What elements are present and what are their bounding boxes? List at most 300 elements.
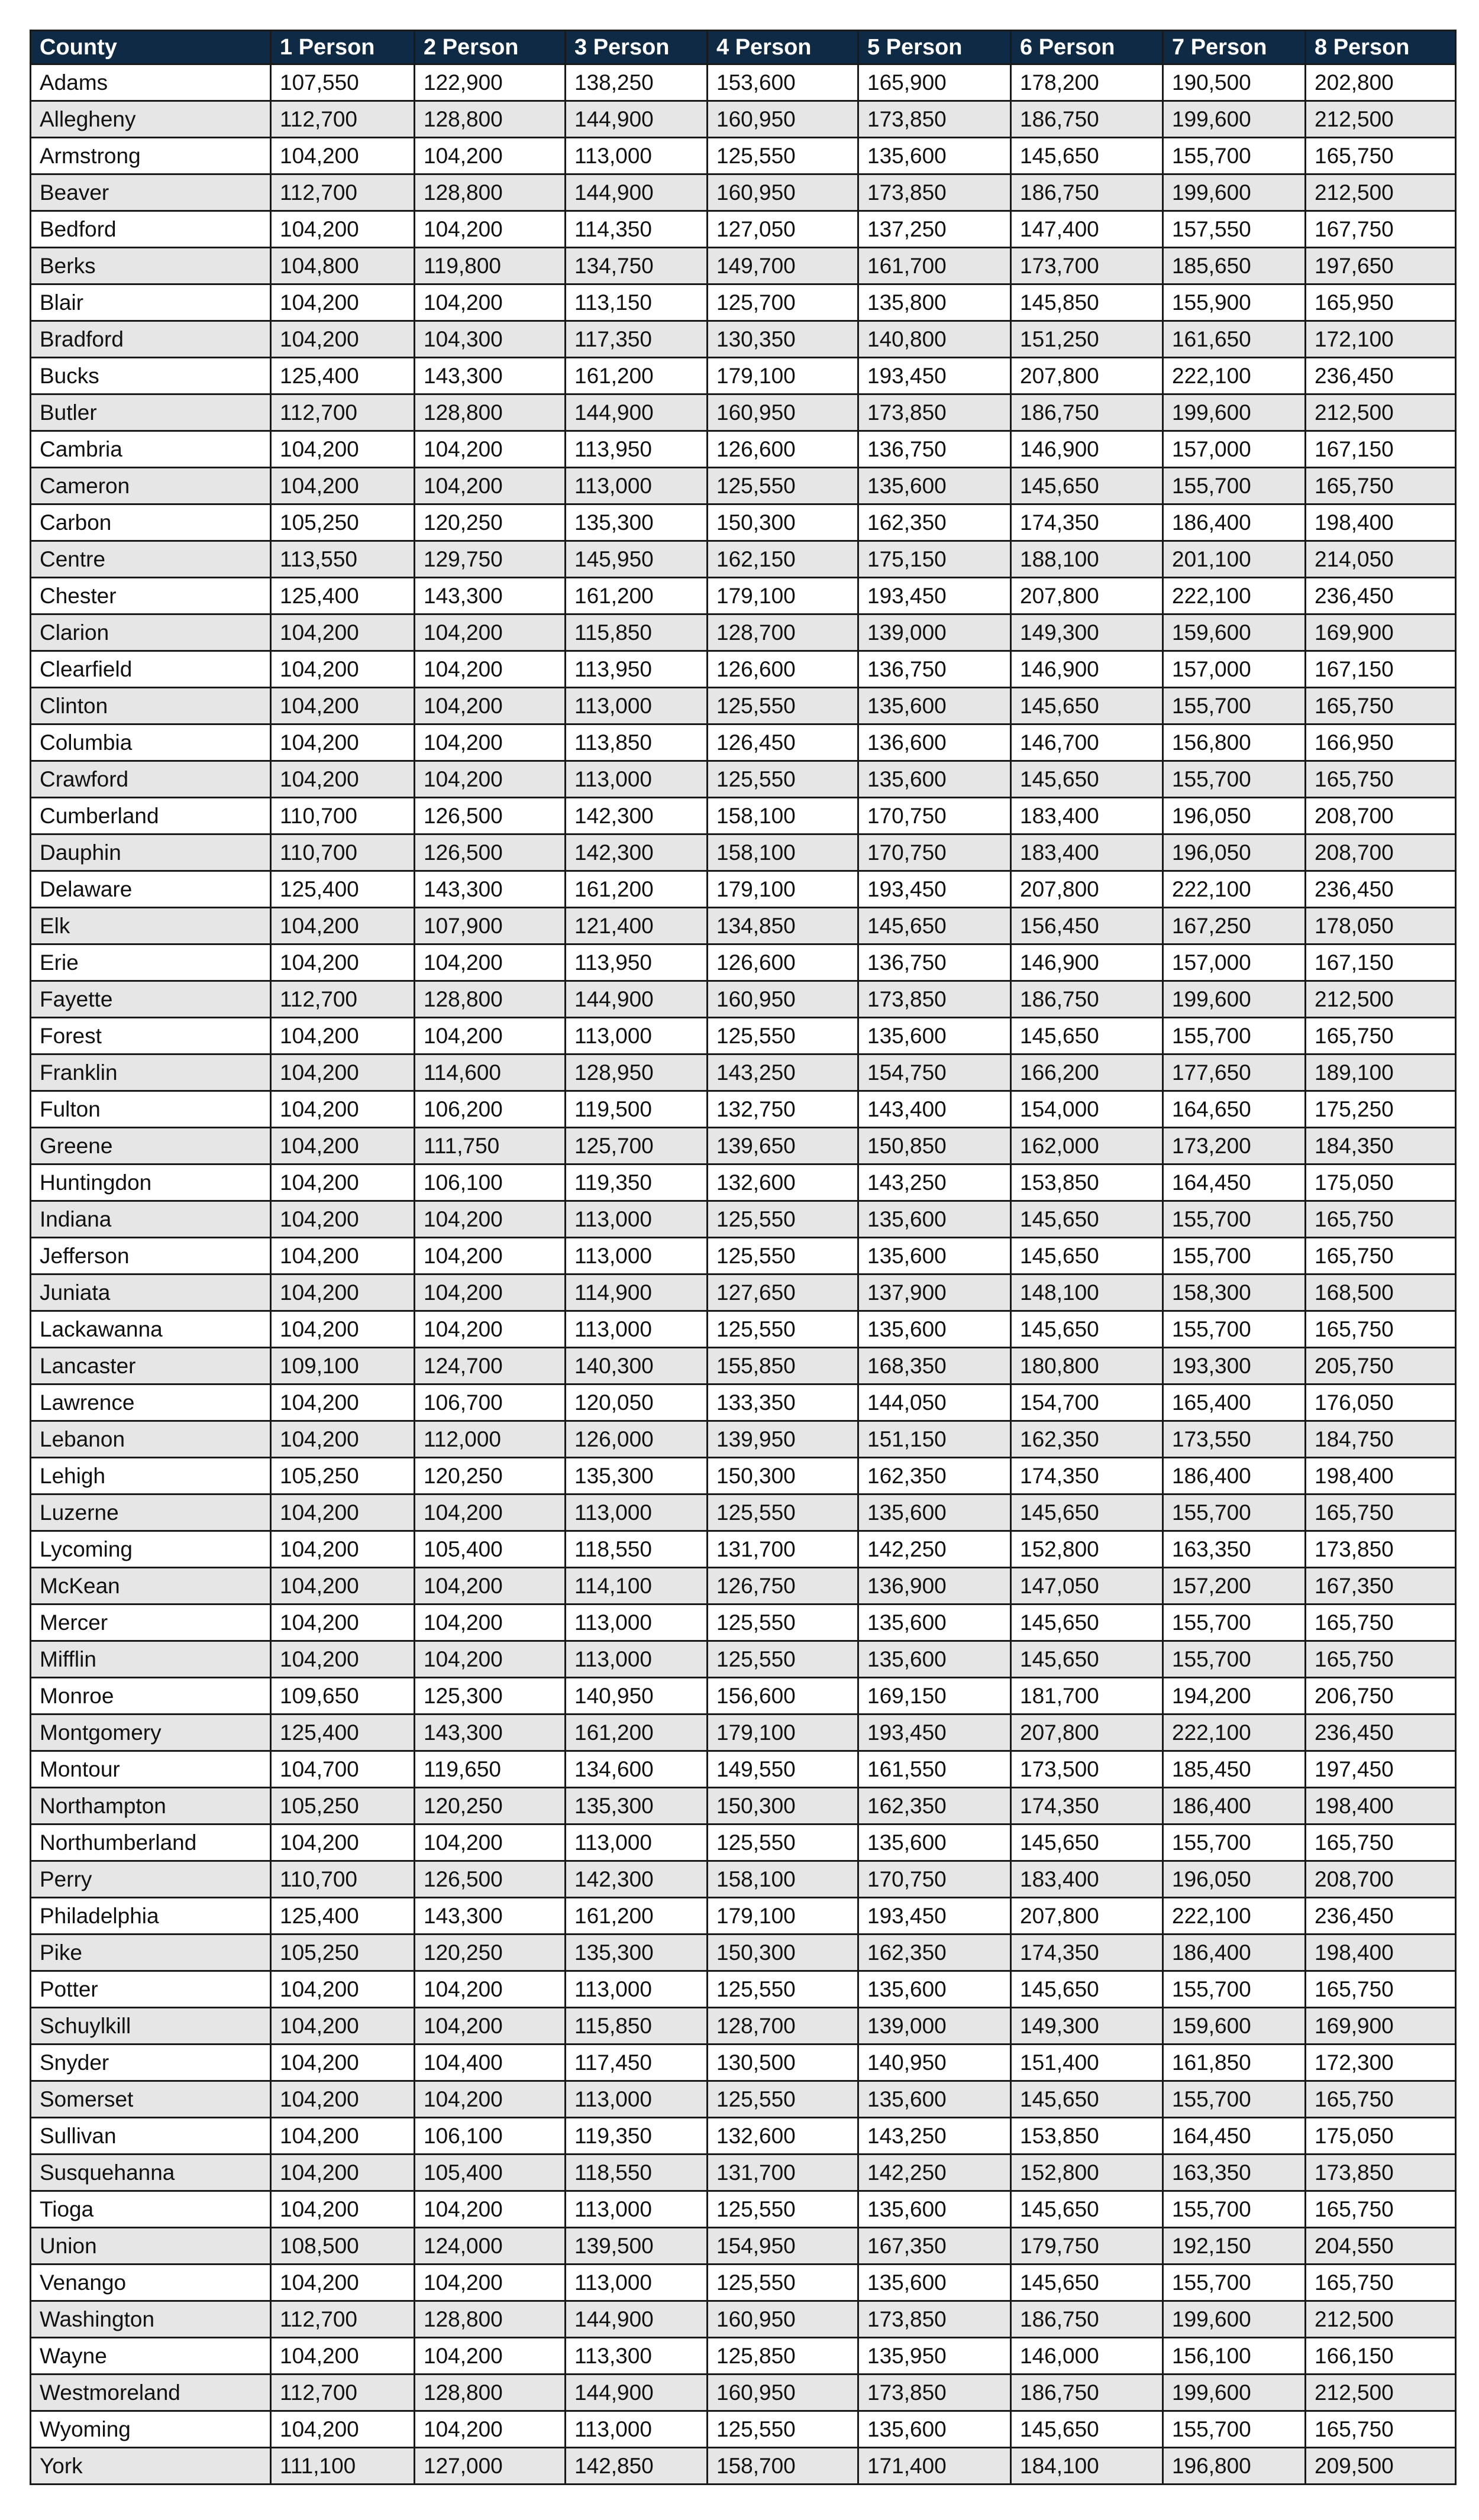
income-limit-cell: 197,450 xyxy=(1306,1751,1456,1788)
table-body xyxy=(31,64,1456,2485)
income-limit-cell: 110,700 xyxy=(271,834,415,871)
income-limit-cell: 148,100 xyxy=(1011,1274,1163,1311)
income-limit-cell: 236,450 xyxy=(1306,578,1456,614)
income-limit-cell: 113,300 xyxy=(566,2338,708,2375)
income-limit-cell: 150,300 xyxy=(708,1788,858,1825)
income-limit-cell: 125,550 xyxy=(708,1971,858,2008)
income-limit-cell: 131,700 xyxy=(708,2155,858,2191)
income-limit-cell: 104,200 xyxy=(271,2191,415,2228)
income-limit-cell: 125,550 xyxy=(708,1825,858,1861)
income-limit-cell: 126,600 xyxy=(708,944,858,981)
income-limit-cell: 214,050 xyxy=(1306,541,1456,578)
table-header xyxy=(31,31,1456,64)
income-limit-cell: 222,100 xyxy=(1163,358,1306,394)
income-limit-cell: 174,350 xyxy=(1011,504,1163,541)
income-limit-cell: 144,900 xyxy=(566,2375,708,2411)
county-name-cell: Mercer xyxy=(31,1604,271,1641)
income-limit-cell: 113,000 xyxy=(566,688,708,724)
income-limit-cell: 125,550 xyxy=(708,1238,858,1274)
income-limit-cell: 139,000 xyxy=(858,2008,1011,2045)
income-limit-cell: 104,200 xyxy=(415,1311,566,1348)
income-limit-cell: 167,350 xyxy=(1306,1568,1456,1604)
income-limit-cell: 113,950 xyxy=(566,431,708,468)
income-limit-cell: 104,200 xyxy=(415,2191,566,2228)
income-limit-cell: 155,700 xyxy=(1163,1018,1306,1054)
income-limit-cell: 196,050 xyxy=(1163,798,1306,834)
income-limit-cell: 155,700 xyxy=(1163,1494,1306,1531)
table-row xyxy=(31,358,1456,394)
income-limit-cell: 135,800 xyxy=(858,284,1011,321)
income-limit-cell: 159,600 xyxy=(1163,614,1306,651)
county-name-cell: Lawrence xyxy=(31,1384,271,1421)
income-limit-cell: 135,600 xyxy=(858,1311,1011,1348)
income-limit-cell: 146,900 xyxy=(1011,431,1163,468)
income-limit-cell: 179,100 xyxy=(708,358,858,394)
table-row xyxy=(31,394,1456,431)
income-limit-cell: 222,100 xyxy=(1163,578,1306,614)
income-limit-cell: 155,700 xyxy=(1163,761,1306,798)
income-limit-cell: 132,600 xyxy=(708,2118,858,2155)
county-name-cell: Crawford xyxy=(31,761,271,798)
table-row xyxy=(31,798,1456,834)
county-name-cell: Butler xyxy=(31,394,271,431)
income-limit-cell: 158,100 xyxy=(708,1861,858,1898)
county-name-cell: Union xyxy=(31,2228,271,2265)
income-limit-cell: 173,700 xyxy=(1011,248,1163,284)
income-limit-cell: 127,000 xyxy=(415,2448,566,2485)
income-limit-cell: 124,700 xyxy=(415,1348,566,1384)
table-row xyxy=(31,321,1456,358)
income-limit-cell: 188,100 xyxy=(1011,541,1163,578)
income-limit-cell: 115,850 xyxy=(566,2008,708,2045)
income-limit-cell: 151,250 xyxy=(1011,321,1163,358)
income-limit-cell: 139,500 xyxy=(566,2228,708,2265)
income-limit-cell: 196,800 xyxy=(1163,2448,1306,2485)
income-limit-cell: 143,250 xyxy=(858,2118,1011,2155)
county-name-cell: Cambria xyxy=(31,431,271,468)
county-name-cell: Jefferson xyxy=(31,1238,271,1274)
income-limit-cell: 135,600 xyxy=(858,1494,1011,1531)
income-limit-cell: 104,200 xyxy=(271,724,415,761)
income-limit-cell: 193,450 xyxy=(858,358,1011,394)
income-limit-cell: 104,200 xyxy=(415,724,566,761)
table-row xyxy=(31,138,1456,174)
income-limit-cell: 212,500 xyxy=(1306,2375,1456,2411)
income-limit-cell: 193,300 xyxy=(1163,1348,1306,1384)
income-limit-cell: 104,200 xyxy=(271,1384,415,1421)
income-limit-cell: 128,800 xyxy=(415,174,566,211)
income-limit-cell: 135,600 xyxy=(858,1971,1011,2008)
income-limit-cell: 150,300 xyxy=(708,504,858,541)
income-limit-cell: 165,750 xyxy=(1306,1604,1456,1641)
income-limit-cell: 104,200 xyxy=(271,321,415,358)
income-limit-cell: 104,200 xyxy=(415,138,566,174)
income-limit-cell: 173,550 xyxy=(1163,1421,1306,1458)
income-limit-cell: 104,200 xyxy=(271,1568,415,1604)
income-limit-cell: 146,000 xyxy=(1011,2338,1163,2375)
income-limit-cell: 209,500 xyxy=(1306,2448,1456,2485)
table-row xyxy=(31,1091,1456,1128)
income-limit-cell: 212,500 xyxy=(1306,394,1456,431)
income-limit-cell: 175,150 xyxy=(858,541,1011,578)
income-limit-cell: 143,250 xyxy=(708,1054,858,1091)
table-row xyxy=(31,101,1456,138)
income-limit-cell: 155,900 xyxy=(1163,284,1306,321)
income-limit-cell: 190,500 xyxy=(1163,64,1306,101)
income-limit-cell: 112,700 xyxy=(271,981,415,1018)
income-limit-cell: 104,200 xyxy=(271,1531,415,1568)
income-limit-cell: 104,200 xyxy=(415,2081,566,2118)
table-row xyxy=(31,1238,1456,1274)
income-limit-cell: 177,650 xyxy=(1163,1054,1306,1091)
county-name-cell: Philadelphia xyxy=(31,1898,271,1935)
income-limit-cell: 136,750 xyxy=(858,431,1011,468)
county-name-cell: McKean xyxy=(31,1568,271,1604)
table-row xyxy=(31,2338,1456,2375)
income-limit-cell: 145,650 xyxy=(1011,2411,1163,2448)
county-name-cell: Wayne xyxy=(31,2338,271,2375)
income-limit-cell: 156,600 xyxy=(708,1678,858,1714)
county-name-cell: Cumberland xyxy=(31,798,271,834)
income-limit-cell: 111,100 xyxy=(271,2448,415,2485)
income-limit-cell: 142,250 xyxy=(858,1531,1011,1568)
income-limit-cell: 153,600 xyxy=(708,64,858,101)
income-limit-cell: 113,000 xyxy=(566,2265,708,2301)
county-name-cell: Pike xyxy=(31,1935,271,1971)
income-limit-cell: 147,400 xyxy=(1011,211,1163,248)
table-row xyxy=(31,1421,1456,1458)
income-limit-cell: 108,500 xyxy=(271,2228,415,2265)
table-row xyxy=(31,2118,1456,2155)
income-limit-cell: 146,900 xyxy=(1011,944,1163,981)
income-limit-cell: 150,850 xyxy=(858,1128,1011,1164)
income-limit-cell: 145,650 xyxy=(1011,1641,1163,1678)
income-limit-cell: 173,850 xyxy=(858,174,1011,211)
income-limit-cell: 122,900 xyxy=(415,64,566,101)
table-row xyxy=(31,174,1456,211)
county-name-cell: Lycoming xyxy=(31,1531,271,1568)
income-limit-cell: 105,400 xyxy=(415,1531,566,1568)
income-limit-cell: 125,550 xyxy=(708,1604,858,1641)
income-limit-cell: 104,300 xyxy=(415,321,566,358)
income-limit-cell: 145,850 xyxy=(1011,284,1163,321)
income-limit-cell: 194,200 xyxy=(1163,1678,1306,1714)
table-row xyxy=(31,1935,1456,1971)
income-limit-cell: 161,550 xyxy=(858,1751,1011,1788)
income-limit-cell: 199,600 xyxy=(1163,174,1306,211)
income-limit-cell: 125,550 xyxy=(708,2191,858,2228)
income-limit-cell: 183,400 xyxy=(1011,798,1163,834)
income-limit-cell: 161,200 xyxy=(566,871,708,908)
county-name-cell: Juniata xyxy=(31,1274,271,1311)
income-limit-cell: 212,500 xyxy=(1306,981,1456,1018)
county-name-cell: Luzerne xyxy=(31,1494,271,1531)
income-limit-cell: 113,000 xyxy=(566,2411,708,2448)
table-row xyxy=(31,1971,1456,2008)
income-limit-cell: 104,200 xyxy=(271,2045,415,2081)
income-limit-cell: 128,800 xyxy=(415,981,566,1018)
income-limit-cell: 167,250 xyxy=(1163,908,1306,944)
income-limit-cell: 153,850 xyxy=(1011,2118,1163,2155)
income-limit-cell: 115,850 xyxy=(566,614,708,651)
income-limit-cell: 104,200 xyxy=(271,1274,415,1311)
column-header-8-person: 8 Person xyxy=(1306,31,1456,64)
table-row xyxy=(31,1494,1456,1531)
income-limit-cell: 151,150 xyxy=(858,1421,1011,1458)
income-limit-cell: 236,450 xyxy=(1306,358,1456,394)
income-limit-cell: 135,600 xyxy=(858,1018,1011,1054)
income-limit-cell: 196,050 xyxy=(1163,834,1306,871)
income-limit-cell: 185,450 xyxy=(1163,1751,1306,1788)
income-limit-cell: 161,650 xyxy=(1163,321,1306,358)
table-row xyxy=(31,614,1456,651)
income-limit-cell: 113,850 xyxy=(566,724,708,761)
county-name-cell: Lackawanna xyxy=(31,1311,271,1348)
income-limit-cell: 139,000 xyxy=(858,614,1011,651)
income-limit-cell: 126,500 xyxy=(415,1861,566,1898)
income-limit-cell: 104,200 xyxy=(271,1641,415,1678)
income-limit-cell: 113,000 xyxy=(566,1971,708,2008)
income-limit-cell: 110,700 xyxy=(271,798,415,834)
income-limit-cell: 165,750 xyxy=(1306,761,1456,798)
table-row xyxy=(31,1201,1456,1238)
income-limit-cell: 135,300 xyxy=(566,1788,708,1825)
income-limit-cell: 126,750 xyxy=(708,1568,858,1604)
income-limit-cell: 165,400 xyxy=(1163,1384,1306,1421)
income-limit-cell: 174,350 xyxy=(1011,1458,1163,1494)
table-row xyxy=(31,504,1456,541)
income-limit-cell: 164,450 xyxy=(1163,1164,1306,1201)
income-limit-cell: 157,550 xyxy=(1163,211,1306,248)
income-limit-cell: 113,950 xyxy=(566,651,708,688)
income-limit-cell: 113,000 xyxy=(566,468,708,504)
income-limit-cell: 104,200 xyxy=(415,614,566,651)
income-limit-cell: 155,700 xyxy=(1163,2191,1306,2228)
income-limit-cell: 145,650 xyxy=(858,908,1011,944)
table-row xyxy=(31,871,1456,908)
income-limit-cell: 165,750 xyxy=(1306,1238,1456,1274)
income-limit-cell: 104,200 xyxy=(271,431,415,468)
income-limit-cell: 171,400 xyxy=(858,2448,1011,2485)
income-limit-cell: 125,700 xyxy=(708,284,858,321)
income-limit-cell: 104,200 xyxy=(415,1494,566,1531)
income-limit-cell: 150,300 xyxy=(708,1935,858,1971)
county-name-cell: Dauphin xyxy=(31,834,271,871)
income-limit-cell: 150,300 xyxy=(708,1458,858,1494)
income-limit-cell: 168,500 xyxy=(1306,1274,1456,1311)
income-limit-cell: 201,100 xyxy=(1163,541,1306,578)
income-limit-cell: 135,600 xyxy=(858,2411,1011,2448)
table-row xyxy=(31,1274,1456,1311)
income-limit-cell: 167,750 xyxy=(1306,211,1456,248)
income-limit-cell: 134,600 xyxy=(566,1751,708,1788)
income-limit-cell: 207,800 xyxy=(1011,358,1163,394)
table-row xyxy=(31,1678,1456,1714)
income-limit-cell: 156,800 xyxy=(1163,724,1306,761)
income-limit-cell: 114,350 xyxy=(566,211,708,248)
county-name-cell: Lebanon xyxy=(31,1421,271,1458)
income-limit-cell: 208,700 xyxy=(1306,1861,1456,1898)
income-limit-cell: 165,750 xyxy=(1306,1971,1456,2008)
income-limit-cell: 165,750 xyxy=(1306,1201,1456,1238)
income-limit-cell: 112,700 xyxy=(271,2375,415,2411)
income-limit-cell: 125,550 xyxy=(708,2411,858,2448)
income-limit-cell: 169,900 xyxy=(1306,614,1456,651)
county-name-cell: Delaware xyxy=(31,871,271,908)
income-limit-cell: 169,900 xyxy=(1306,2008,1456,2045)
county-name-cell: Westmoreland xyxy=(31,2375,271,2411)
income-limit-cell: 174,350 xyxy=(1011,1935,1163,1971)
income-limit-cell: 104,200 xyxy=(271,1311,415,1348)
income-limit-cell: 104,200 xyxy=(271,651,415,688)
income-limit-cell: 142,850 xyxy=(566,2448,708,2485)
income-limit-cell: 172,100 xyxy=(1306,321,1456,358)
income-limit-cell: 125,400 xyxy=(271,1898,415,1935)
income-limit-cell: 135,300 xyxy=(566,504,708,541)
income-limit-cell: 164,650 xyxy=(1163,1091,1306,1128)
column-header-7-person: 7 Person xyxy=(1163,31,1306,64)
table-row xyxy=(31,2191,1456,2228)
income-limit-cell: 130,350 xyxy=(708,321,858,358)
income-limit-cell: 145,650 xyxy=(1011,138,1163,174)
income-limit-cell: 155,700 xyxy=(1163,1971,1306,2008)
income-limit-cell: 207,800 xyxy=(1011,1714,1163,1751)
income-limit-cell: 140,800 xyxy=(858,321,1011,358)
income-limit-cell: 175,050 xyxy=(1306,2118,1456,2155)
income-limit-cell: 143,300 xyxy=(415,871,566,908)
income-limit-cell: 145,650 xyxy=(1011,1494,1163,1531)
income-limit-cell: 167,150 xyxy=(1306,651,1456,688)
income-limit-cell: 131,700 xyxy=(708,1531,858,1568)
income-limit-cell: 105,250 xyxy=(271,1788,415,1825)
column-header-1-person: 1 Person xyxy=(271,31,415,64)
income-limit-cell: 162,350 xyxy=(858,1935,1011,1971)
income-limit-cell: 113,150 xyxy=(566,284,708,321)
income-limit-cell: 158,100 xyxy=(708,834,858,871)
income-limit-cell: 104,200 xyxy=(271,2411,415,2448)
income-limit-cell: 155,700 xyxy=(1163,468,1306,504)
income-limit-cell: 138,250 xyxy=(566,64,708,101)
income-limit-cell: 135,600 xyxy=(858,1825,1011,1861)
income-limit-cell: 165,750 xyxy=(1306,1494,1456,1531)
income-limit-cell: 179,100 xyxy=(708,578,858,614)
county-name-cell: Potter xyxy=(31,1971,271,2008)
income-limit-cell: 165,750 xyxy=(1306,688,1456,724)
income-limit-cell: 193,450 xyxy=(858,871,1011,908)
income-limit-cell: 178,200 xyxy=(1011,64,1163,101)
income-limit-cell: 145,650 xyxy=(1011,761,1163,798)
income-limit-cell: 142,250 xyxy=(858,2155,1011,2191)
income-limit-cell: 162,350 xyxy=(858,1458,1011,1494)
income-limit-cell: 129,750 xyxy=(415,541,566,578)
income-limit-cell: 155,700 xyxy=(1163,2265,1306,2301)
income-limit-cell: 128,800 xyxy=(415,101,566,138)
income-limit-cell: 155,700 xyxy=(1163,2081,1306,2118)
county-name-cell: Clearfield xyxy=(31,651,271,688)
income-limit-cell: 114,900 xyxy=(566,1274,708,1311)
income-limit-cell: 160,950 xyxy=(708,174,858,211)
income-limit-cell: 144,900 xyxy=(566,174,708,211)
county-name-cell: Tioga xyxy=(31,2191,271,2228)
column-header-county: County xyxy=(31,31,271,64)
income-limit-cell: 163,350 xyxy=(1163,2155,1306,2191)
table-row xyxy=(31,724,1456,761)
income-limit-cell: 113,000 xyxy=(566,2191,708,2228)
income-limit-cell: 161,200 xyxy=(566,358,708,394)
income-limit-cell: 158,300 xyxy=(1163,1274,1306,1311)
income-limit-cell: 107,900 xyxy=(415,908,566,944)
table-row xyxy=(31,541,1456,578)
income-limit-cell: 135,600 xyxy=(858,1641,1011,1678)
income-limit-cell: 153,850 xyxy=(1011,1164,1163,1201)
income-limit-cell: 192,150 xyxy=(1163,2228,1306,2265)
income-limit-cell: 139,950 xyxy=(708,1421,858,1458)
table-row xyxy=(31,834,1456,871)
income-limit-cell: 155,700 xyxy=(1163,1604,1306,1641)
income-limit-cell: 106,100 xyxy=(415,2118,566,2155)
income-limit-cell: 173,850 xyxy=(858,981,1011,1018)
income-limit-cell: 162,350 xyxy=(1011,1421,1163,1458)
income-limit-cell: 154,700 xyxy=(1011,1384,1163,1421)
income-limit-cell: 145,650 xyxy=(1011,1238,1163,1274)
county-name-cell: Somerset xyxy=(31,2081,271,2118)
table-row xyxy=(31,1531,1456,1568)
income-limit-cell: 178,050 xyxy=(1306,908,1456,944)
income-limit-cell: 125,550 xyxy=(708,138,858,174)
income-limit-cell: 180,800 xyxy=(1011,1348,1163,1384)
income-limit-cell: 208,700 xyxy=(1306,834,1456,871)
county-name-cell: Armstrong xyxy=(31,138,271,174)
income-limit-cell: 185,650 xyxy=(1163,248,1306,284)
table-row xyxy=(31,468,1456,504)
income-limit-cell: 112,000 xyxy=(415,1421,566,1458)
income-limit-cell: 125,550 xyxy=(708,1641,858,1678)
county-name-cell: Blair xyxy=(31,284,271,321)
income-limit-cell: 117,450 xyxy=(566,2045,708,2081)
income-limit-cell: 140,300 xyxy=(566,1348,708,1384)
income-limit-cell: 140,950 xyxy=(858,2045,1011,2081)
income-limit-cell: 170,750 xyxy=(858,1861,1011,1898)
header-row xyxy=(31,31,1456,64)
income-limit-cell: 127,050 xyxy=(708,211,858,248)
income-limit-cell: 149,700 xyxy=(708,248,858,284)
income-limit-cell: 155,700 xyxy=(1163,1825,1306,1861)
income-limit-cell: 169,150 xyxy=(858,1678,1011,1714)
income-limit-cell: 113,000 xyxy=(566,1641,708,1678)
income-limit-cell: 135,600 xyxy=(858,1201,1011,1238)
table-row xyxy=(31,1054,1456,1091)
income-limit-cell: 136,750 xyxy=(858,944,1011,981)
table-row xyxy=(31,944,1456,981)
income-limit-cell: 104,800 xyxy=(271,248,415,284)
income-limit-cell: 167,150 xyxy=(1306,431,1456,468)
income-limit-cell: 125,400 xyxy=(271,871,415,908)
income-limit-cell: 125,550 xyxy=(708,1311,858,1348)
income-limit-cell: 104,200 xyxy=(271,1971,415,2008)
income-limit-cell: 168,350 xyxy=(858,1348,1011,1384)
county-name-cell: Northampton xyxy=(31,1788,271,1825)
income-limit-cell: 199,600 xyxy=(1163,394,1306,431)
income-limit-cell: 125,400 xyxy=(271,578,415,614)
income-limit-cell: 204,550 xyxy=(1306,2228,1456,2265)
income-limit-cell: 236,450 xyxy=(1306,871,1456,908)
income-limit-cell: 155,700 xyxy=(1163,138,1306,174)
income-limit-cell: 112,700 xyxy=(271,2301,415,2338)
income-limit-cell: 165,750 xyxy=(1306,468,1456,504)
county-name-cell: Fayette xyxy=(31,981,271,1018)
income-limit-cell: 161,200 xyxy=(566,1898,708,1935)
table-row xyxy=(31,2081,1456,2118)
